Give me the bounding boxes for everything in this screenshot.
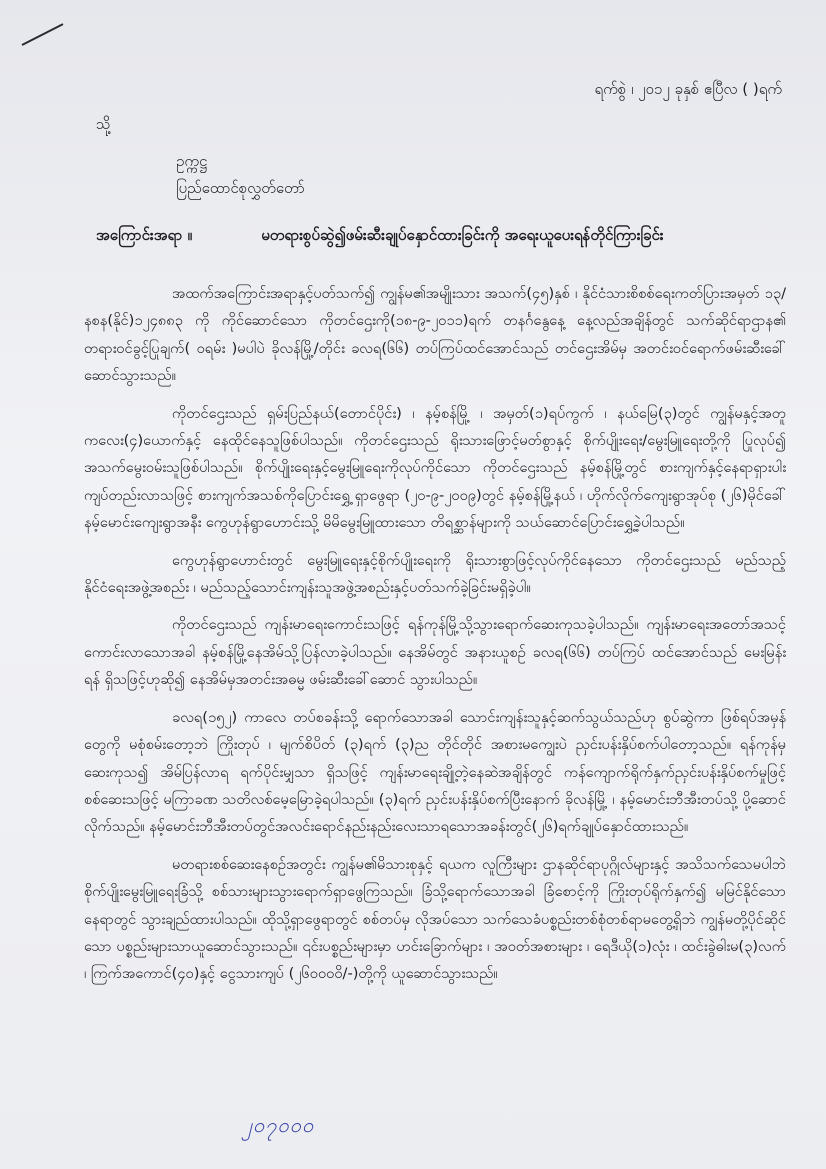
body-paragraph: အထက်အကြောင်းအရာနှင့်ပတ်သက်၍ ကျွန်မ၏အမျိုးသား အသက်(၄၅)နှစ် ၊ နိုင်ငံသားစိစစ်ရေးကတ်ပြားအမှတ် ၁၃/နစန(နိုင်)၁၂၄၈၈၃ ကို ကိုင်ဆောင်သော ကိုတင်ဌေးကို(၁၈-၉-၂၀၁၁)ရက် တနင်္ဂနွေနေ့ နေ့လည်အချိန်တွင် သက်ဆိုင်ရာဌာန၏ တရားဝင်ခွင့်ပြုချက်( ဝရမ်း )မပါပဲ ခိုလန်မြို့/တိုင်း ခလရ(၆၆) တပ်ကြပ်ထင်အောင်သည် တင်ဌေးအိမ်မှ အတင်းဝင်ရောက်ဖမ်းဆီးခေါ်ဆောင်သွားသည်။ (84, 285, 786, 385)
body-paragraph: ခလရ(၁၅၂) ကာလေ တပ်စခန်းသို့ ရောက်သောအခါ သောင်းကျန်းသူနှင့်ဆက်သွယ်သည်ဟု စွပ်ဆွဲကာ ဖြစ်ရပ်အမှန်တွေကို မစုံစမ်းတော့ဘဲ ကြိုးတုပ် ၊ မျက်စိပိတ် (၃)ရက် (၃)ည တိုင်တိုင် အစားမကျွေးပဲ ညှင်းပန်းနှိပ်စက်ပါတော့သည်။ ရန်ကုန်မှ ဆေးကုသ၍ အိမ်ပြန်လာရ ရက်ပိုင်းမျှသာ ရှိသဖြင့် ကျန်းမာရေးချို့တဲ့နေဆဲအချိန်တွင် ကန်ကျောက်ရိုက်နှက်ညှင်းပန်းနှိပ်စက်မှုဖြင့် စစ်ဆေးသဖြင့် မကြာခဏ သတိလစ်မေ့မြောခဲ့ရပါသည်။ (၃)ရက် ညှင်းပန်းနှိပ်စက်ပြီးနောက် ခိုလန်မြို့ ၊ နမ့်မောင်းဘီအီးတပ်သို့ ပို့ဆောင်လိုက်သည်။ နမ့်မောင်းဘီအီးတပ်တွင်အလင်းရောင်နည်းနည်းလေးသာရသောအခန်းတွင်(၂၆)ရက်ချုပ်နှောင်ထားသည်။ (84, 708, 786, 836)
body-paragraph: ကိုတင်ဌေးသည် ရှမ်းပြည်နယ်(တောင်ပိုင်း) ၊ နမ့်စန်မြို့ ၊ အမှတ်(၁)ရပ်ကွက် ၊ နယ်မြေ(၃)တွင် ကျွန်မနှင့်အတူ ကလေး(၄)ယောက်နှင့် နေထိုင်နေသူဖြစ်ပါသည်။ ကိုတင်ဌေးသည် ရိုးသားဖြောင့်မတ်စွာနှင့် စိုက်ပျိုးရေး/မွေးမြူရေးတို့ကို ပြုလုပ်၍ အသက်မွေးဝမ်းသူဖြစ်ပါသည်။ စိုက်ပျိုးရေးနှင့်မွေးမြူရေးကိုလုပ်ကိုင်သော ကိုတင်ဌေးသည် နမ့်စန်မြို့တွင် စားကျက်နှင့်နေရာရှားပါးကျပ်တည်းလာသဖြင့် စားကျက်အသစ်ကိုပြောင်းရွှေ့ ရှာဖွေရာ (၂၀-၉-၂၀၀၉)တွင် နမ့်စန်မြို့နယ် ၊ ဟိုက်လိုက်ကျေးရွာအုပ်စု (၂၆)မိုင်ခေါ် နမ့်မောင်းကျေးရွာအနီး ကွေဟုန်ရွာဟောင်းသို့ မိမိမွေးမြူထားသော တိရစ္ဆာန်များကို သယ်ဆောင်ပြောင်းရွှေ့ခဲ့ပါသည်။ (84, 404, 786, 532)
subject-row (96, 226, 786, 248)
body-paragraph: ကိုတင်ဌေးသည် ကျန်းမာရေးကောင်းသဖြင့် ရန်ကုန်မြို့သို့သွားရောက်ဆေးကုသခဲ့ပါသည်။ ကျန်းမာရေးအတော်အသင့်ကောင်းလာသောအခါ နမ့်စန်မြို့နေအိမ်သို့ပြန်လာခဲ့ပါသည်။ နေအိမ်တွင် အနားယူစဉ် ခလရ(၆၆) တပ်ကြပ် ထင်အောင်သည် မေးမြန်းရန် ရှိသဖြင့်ဟုဆို၍ နေအိမ်မှအတင်းအဓမ္မ ဖမ်းဆီးခေါ်ဆောင် သွားပါသည်။ (84, 616, 786, 689)
recipient-org: ပြည်ထောင်စုလွှတ်တော် (176, 179, 305, 197)
subject-text: မတရားစွပ်ဆွဲ၍ဖမ်းဆီးချုပ်နှောင်ထားခြင်းကို အရေးယူပေးရန်တိုင်ကြားခြင်း (261, 226, 664, 244)
body-paragraph: ကွေဟုန်ရွာဟောင်းတွင် မွေးမြူရေးနှင့်စိုက်ပျိုးရေးကို ရိုးသားစွာဖြင့်လုပ်ကိုင်နေသော ကိုတင်ဌေးသည် မည်သည့်နိုင်ငံရေးအဖွဲ့အစည်း ၊ မည်သည့်သောင်းကျန်းသူအဖွဲ့အစည်းနှင့်ပတ်သက်ခဲ့ခြင်းမရှိခဲ့ပါ။ (84, 551, 786, 597)
body-paragraph: မတရားစစ်ဆေးနေစဉ်အတွင်း ကျွန်မ၏မိသားစုနှင့် ရယက လူကြီးများ ဌာနဆိုင်ရာပုဂ္ဂိုလ်များနှင့် အသိသက်သေမပါဘဲ စိုက်ပျိုးမွေးမြူရေးခြံသို့ စစ်သားများသွားရောက်ရှာဖွေကြသည်။ ခြံသို့ရောက်သောအခါ ခြံစောင့်ကို ကြိုးတုပ်ရိုက်နှက်၍ မမြင်နိုင်သောနေရာတွင် သွားချည်ထားပါသည်။ ထိုသို့ရှာဖွေရာတွင် စစ်တပ်မှ လိုအပ်သော သက်သေခံပစ္စည်းတစ်စုံတစ်ရာမတွေ့ရှိဘဲ ကျွန်မတို့ပိုင်ဆိုင်သော ပစ္စည်းများသာယူဆောင်သွားသည်။ ၎င်းပစ္စည်းများမှာ ဟင်းခြောက်များ ၊ အဝတ်အစားများ ၊ ရေဒီယို(၁)လုံး ၊ ထင်းခွဲဓါးမ(၃)လက် ၊ ကြက်အကောင်(၄၀)နှင့် ငွေသားကျပ် (၂၆၀၀၀ဝိ/-)တို့ကို ယူဆောင်သွားသည်။ (84, 855, 786, 983)
recipient-block (176, 148, 305, 202)
recipient-title: ဥက္ကဋ္ဌ (176, 152, 208, 170)
date-line: ရက်စွဲ ၊ ၂၀၁၂ ခုနှစ် ဧပြီလ ( )ရက် (594, 80, 782, 98)
handwritten-amount: ၂၀၇၀၀၀ (242, 1113, 315, 1137)
subject-label: အကြောင်းအရာ ။ (96, 226, 193, 244)
letter-body (84, 280, 786, 998)
to-label: သို့ (96, 115, 111, 133)
pen-mark (22, 23, 64, 46)
